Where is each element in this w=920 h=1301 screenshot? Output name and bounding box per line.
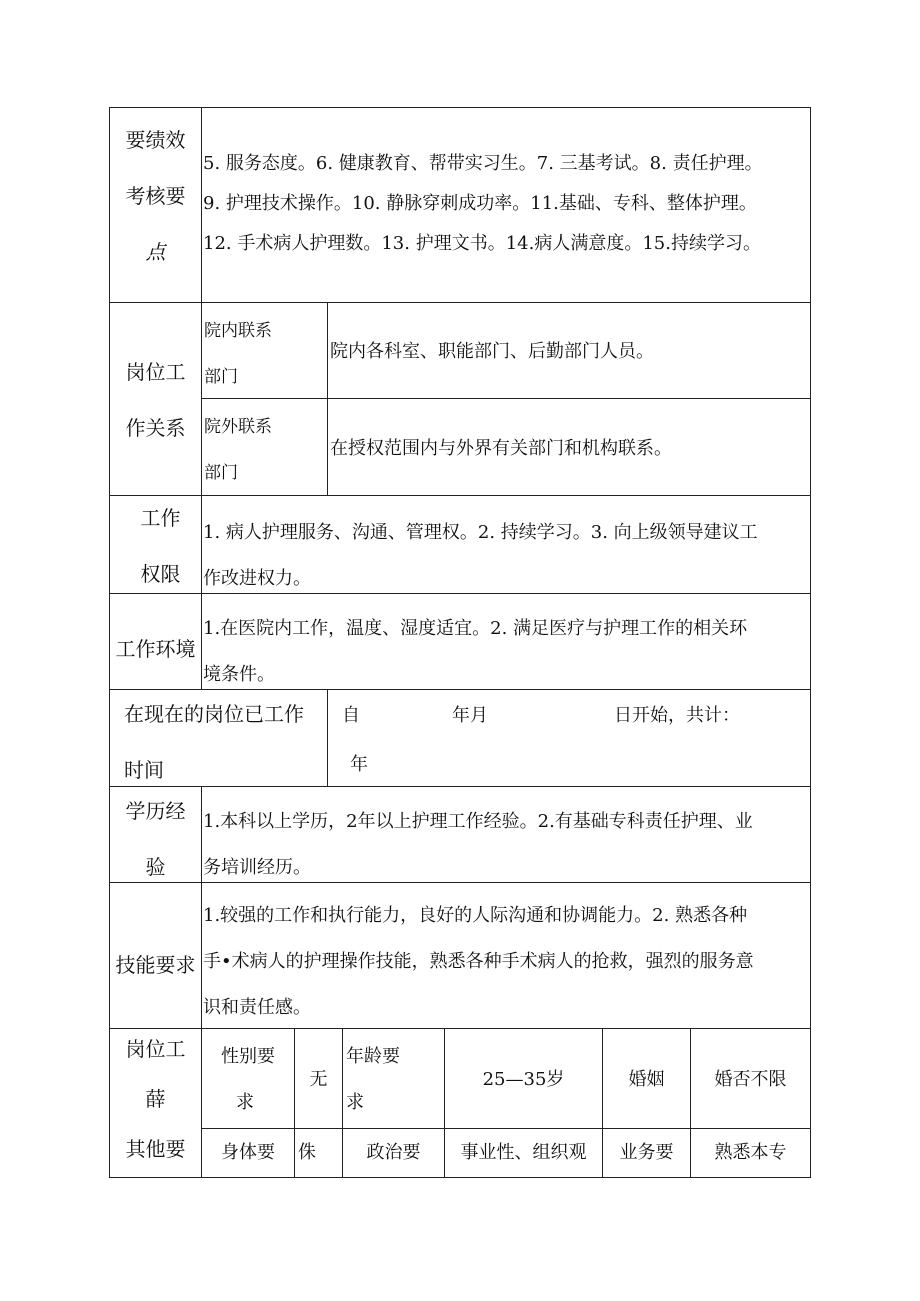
politics-value: 事业性、组织观 xyxy=(460,1142,587,1163)
tenure-yearmonth: 年月 xyxy=(452,705,488,726)
marriage-label: 婚姻 xyxy=(628,1069,665,1090)
tenure-header: 在现在的岗位已工作 时间 xyxy=(124,702,304,782)
other-header: 岗位工 薛 其他要 xyxy=(125,1037,186,1161)
environment-content: 1.在医院内工作，温度、湿度适宜。2. 满足医疗与护理工作的相关环 境条件。 xyxy=(203,618,748,685)
marriage-value: 婚否不限 xyxy=(714,1069,787,1090)
skills-content: 1.较强的工作和执行能力，良好的人际沟通和协调能力。2. 熟悉各种 手•术病人的护理操作技能，熟悉各种手术病人的抢救，强烈的服务意 识和责任感。 xyxy=(203,905,754,1018)
performance-content: 5. 服务态度。6. 健康教育、帮带实习生。7. 三基考试。8. 责任护理。 9. 护理技术操作。10. 静脉穿刺成功率。11.基础、专科、整体护理。 12. 手术病人护理数。13. 护理文书。14.病人满意度。15.持续学习。 xyxy=(203,153,763,254)
gender-label: 性别要 求 xyxy=(221,1046,275,1113)
education-header: 学历经 验 xyxy=(125,799,186,879)
authority-content: 1. 病人护理服务、沟通、管理权。2. 持续学习。3. 向上级领导建议工 作改进权力。 xyxy=(203,522,758,589)
relations-header: 岗位工 作关系 xyxy=(125,360,186,440)
external-label: 院外联系 部门 xyxy=(204,417,272,483)
business-label: 业务要 xyxy=(619,1142,674,1163)
external-value: 在授权范围内与外界有关部门和机构联系。 xyxy=(330,438,672,459)
tenure-year: 年 xyxy=(350,754,368,775)
authority-header: 工作 权限 xyxy=(140,506,181,586)
age-value: 25—35岁 xyxy=(482,1069,565,1090)
body-label: 身体要 xyxy=(221,1142,275,1163)
skills-header: 技能要求 xyxy=(115,953,196,977)
gender-value: 无 xyxy=(309,1069,328,1090)
internal-value: 院内各科室、职能部门、后勤部门人员。 xyxy=(330,341,654,362)
tenure-start: 日开始，共计： xyxy=(614,705,740,726)
age-label: 年龄要 求 xyxy=(346,1046,400,1113)
environment-header: 工作环境 xyxy=(115,637,196,661)
tenure-from: 自 xyxy=(342,705,360,726)
body-value: 侏 xyxy=(298,1142,316,1163)
education-content: 1.本科以上学历，2年以上护理工作经验。2.有基础专科责任护理、业 务培训经历。 xyxy=(203,811,753,878)
business-value: 熟悉本专 xyxy=(714,1142,787,1163)
performance-header: 要绩效 考核要 点 xyxy=(125,128,186,264)
politics-label: 政治要 xyxy=(366,1142,421,1163)
internal-label: 院内联系 部门 xyxy=(204,321,272,387)
